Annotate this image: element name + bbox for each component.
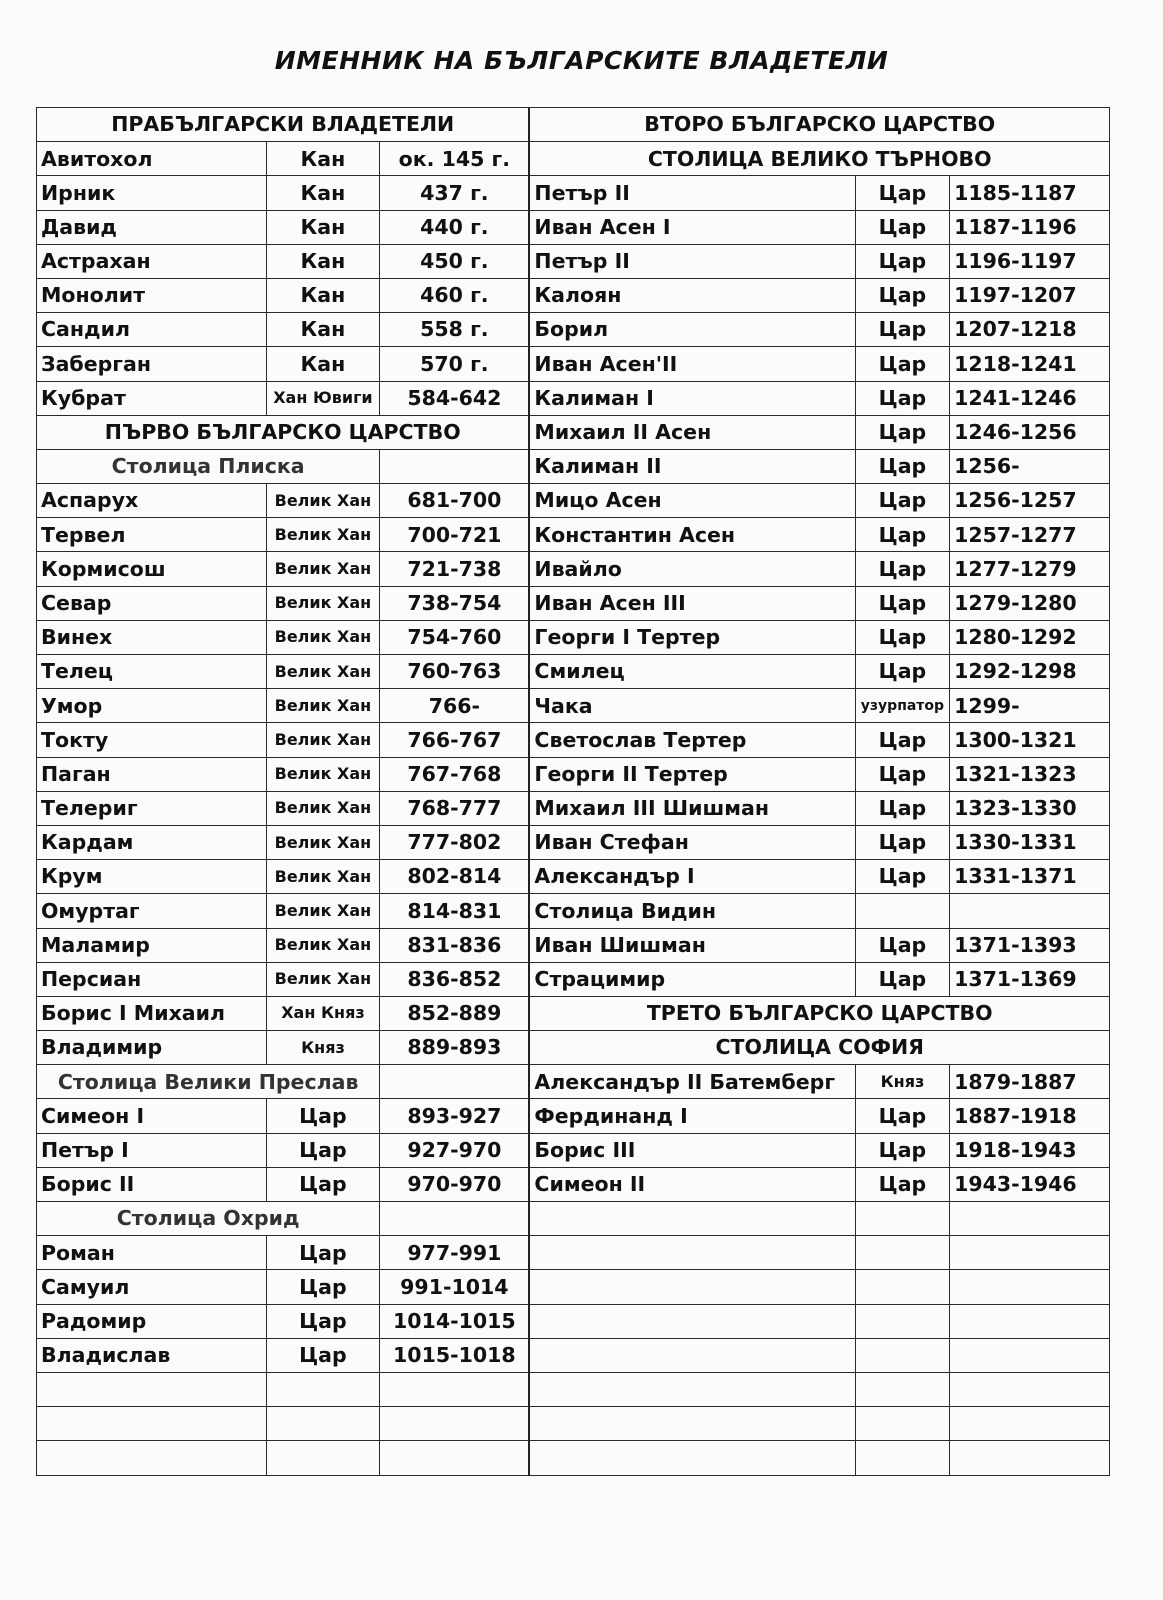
empty-cell bbox=[950, 1407, 1110, 1441]
ruler-title: Кан bbox=[266, 347, 380, 381]
ruler-title: Цар bbox=[855, 244, 949, 278]
empty-cell bbox=[950, 1270, 1110, 1304]
empty-cell bbox=[950, 1304, 1110, 1338]
ruler-years: 977-991 bbox=[380, 1236, 530, 1270]
ruler-years: 1277-1279 bbox=[950, 552, 1110, 586]
ruler-name: Астрахан bbox=[37, 244, 267, 278]
ruler-name: Калиман ІІ bbox=[529, 449, 855, 483]
table-row bbox=[37, 723, 1110, 757]
ruler-title: Цар bbox=[855, 381, 949, 415]
ruler-name: Фердинанд І bbox=[529, 1099, 855, 1133]
table-row bbox=[37, 1065, 1110, 1099]
ruler-name: Ирник bbox=[37, 176, 267, 210]
ruler-title: узурпатор bbox=[855, 689, 949, 723]
table-row bbox=[37, 1133, 1110, 1167]
ruler-years: 768-777 bbox=[380, 791, 530, 825]
ruler-title: Цар bbox=[855, 620, 949, 654]
ruler-name: Кубрат bbox=[37, 381, 267, 415]
ruler-title: Велик Хан bbox=[266, 825, 380, 859]
table-row bbox=[37, 1304, 1110, 1338]
proto-header: ПРАБЪЛГАРСКИ ВЛАДЕТЕЛИ bbox=[37, 108, 530, 142]
empty-cell bbox=[855, 1338, 949, 1372]
ruler-years: 700-721 bbox=[380, 518, 530, 552]
ruler-title: Цар bbox=[855, 757, 949, 791]
ruler-name: Иван Стефан bbox=[529, 825, 855, 859]
ruler-title: Велик Хан bbox=[266, 757, 380, 791]
ruler-title: Цар bbox=[855, 860, 949, 894]
empty-cell bbox=[380, 1407, 530, 1441]
ruler-years: 802-814 bbox=[380, 860, 530, 894]
ruler-name: Крум bbox=[37, 860, 267, 894]
empty-cell bbox=[529, 1304, 855, 1338]
ruler-years: 721-738 bbox=[380, 552, 530, 586]
ruler-years: 1256-1257 bbox=[950, 484, 1110, 518]
ruler-title: Велик Хан bbox=[266, 723, 380, 757]
ruler-years: 836-852 bbox=[380, 962, 530, 996]
table-row bbox=[37, 1338, 1110, 1372]
ruler-title: Велик Хан bbox=[266, 518, 380, 552]
ruler-years: 970-970 bbox=[380, 1167, 530, 1201]
ruler-title: Велик Хан bbox=[266, 620, 380, 654]
table-row bbox=[37, 347, 1110, 381]
preslav-header: Столица Велики Преслав bbox=[37, 1065, 380, 1099]
table-row bbox=[37, 449, 1110, 483]
table-row bbox=[37, 518, 1110, 552]
table-row bbox=[37, 415, 1110, 449]
empty-cell bbox=[950, 1372, 1110, 1406]
ruler-years: 852-889 bbox=[380, 996, 530, 1030]
ruler-name: Телец bbox=[37, 655, 267, 689]
empty-cell bbox=[529, 1338, 855, 1372]
ruler-name: Роман bbox=[37, 1236, 267, 1270]
ruler-years: ок. 145 г. bbox=[380, 142, 530, 176]
vidin-header: Столица Видин bbox=[529, 894, 855, 928]
second-kingdom-header: ВТОРО БЪЛГАРСКО ЦАРСТВО bbox=[529, 108, 1109, 142]
ruler-title: Велик Хан bbox=[266, 791, 380, 825]
ruler-years: 584-642 bbox=[380, 381, 530, 415]
ruler-name: Самуил bbox=[37, 1270, 267, 1304]
ruler-years: 1299- bbox=[950, 689, 1110, 723]
ruler-years: 1323-1330 bbox=[950, 791, 1110, 825]
ruler-years: 766- bbox=[380, 689, 530, 723]
empty-cell bbox=[37, 1441, 267, 1475]
ruler-years: 558 г. bbox=[380, 313, 530, 347]
ruler-name: Калоян bbox=[529, 278, 855, 312]
table-row bbox=[37, 791, 1110, 825]
ruler-name: Михаил ІІ Асен bbox=[529, 415, 855, 449]
table-row bbox=[37, 381, 1110, 415]
ruler-years: 570 г. bbox=[380, 347, 530, 381]
ruler-years: 1207-1218 bbox=[950, 313, 1110, 347]
table-row bbox=[37, 586, 1110, 620]
ruler-title: Цар bbox=[855, 825, 949, 859]
table-row bbox=[37, 313, 1110, 347]
ruler-title: Княз bbox=[855, 1065, 949, 1099]
table-row bbox=[37, 1031, 1110, 1065]
ruler-title: Велик Хан bbox=[266, 586, 380, 620]
table-row bbox=[37, 552, 1110, 586]
ruler-title: Цар bbox=[266, 1167, 380, 1201]
table-row bbox=[37, 108, 1110, 142]
ruler-years: 437 г. bbox=[380, 176, 530, 210]
ruler-title: Велик Хан bbox=[266, 655, 380, 689]
table-row bbox=[37, 142, 1110, 176]
ruler-title: Цар bbox=[855, 313, 949, 347]
ruler-name: Паган bbox=[37, 757, 267, 791]
table-row bbox=[37, 176, 1110, 210]
table-row bbox=[37, 210, 1110, 244]
table-row bbox=[37, 655, 1110, 689]
ruler-name: Борис ІІ bbox=[37, 1167, 267, 1201]
ruler-name: Чака bbox=[529, 689, 855, 723]
ruler-years: 754-760 bbox=[380, 620, 530, 654]
ruler-title: Велик Хан bbox=[266, 928, 380, 962]
ruler-years: 1371-1369 bbox=[950, 962, 1110, 996]
empty-cell bbox=[529, 1407, 855, 1441]
table-row bbox=[37, 620, 1110, 654]
ruler-years: 814-831 bbox=[380, 894, 530, 928]
ruler-title: Цар bbox=[855, 1099, 949, 1133]
ruler-title: Хан Ювиги bbox=[266, 381, 380, 415]
ruler-title: Цар bbox=[855, 791, 949, 825]
ruler-name: Симеон І bbox=[37, 1099, 267, 1133]
ruler-title: Цар bbox=[855, 655, 949, 689]
ruler-title: Цар bbox=[266, 1338, 380, 1372]
ruler-title: Цар bbox=[855, 552, 949, 586]
ruler-years: 1300-1321 bbox=[950, 723, 1110, 757]
ruler-title: Кан bbox=[266, 313, 380, 347]
first-kingdom-header: ПЪРВО БЪЛГАРСКО ЦАРСТВО bbox=[37, 415, 530, 449]
empty-cell bbox=[950, 1441, 1110, 1475]
empty-cell bbox=[529, 1441, 855, 1475]
ruler-name: Иван Шишман bbox=[529, 928, 855, 962]
ruler-years: 889-893 bbox=[380, 1031, 530, 1065]
ruler-title: Цар bbox=[855, 962, 949, 996]
empty-cell bbox=[529, 1236, 855, 1270]
ruler-title: Кан bbox=[266, 244, 380, 278]
page-title: ИМЕННИК НА БЪЛГАРСКИТЕ ВЛАДЕТЕЛИ bbox=[274, 46, 889, 75]
ruler-years: 1330-1331 bbox=[950, 825, 1110, 859]
empty-cell bbox=[37, 1407, 267, 1441]
empty-cell bbox=[855, 1236, 949, 1270]
table-row bbox=[37, 860, 1110, 894]
ruler-years: 1185-1187 bbox=[950, 176, 1110, 210]
ruler-name: Иван Асен І bbox=[529, 210, 855, 244]
empty-cell bbox=[529, 1202, 855, 1236]
ruler-years: 1943-1946 bbox=[950, 1167, 1110, 1201]
ruler-name: Авитохол bbox=[37, 142, 267, 176]
ruler-name: Александър І bbox=[529, 860, 855, 894]
ruler-name: Иван Асен ІІІ bbox=[529, 586, 855, 620]
ruler-name: Владислав bbox=[37, 1338, 267, 1372]
empty-cell bbox=[380, 449, 530, 483]
ruler-title: Цар bbox=[855, 586, 949, 620]
ruler-name: Смилец bbox=[529, 655, 855, 689]
ruler-title: Цар bbox=[855, 723, 949, 757]
ohrid-header: Столица Охрид bbox=[37, 1202, 380, 1236]
table-row bbox=[37, 689, 1110, 723]
ruler-years: 777-802 bbox=[380, 825, 530, 859]
ruler-name: Георги ІІ Тертер bbox=[529, 757, 855, 791]
ruler-years: 1196-1197 bbox=[950, 244, 1110, 278]
ruler-years: 1879-1887 bbox=[950, 1065, 1110, 1099]
ruler-title: Цар bbox=[855, 449, 949, 483]
table-row bbox=[37, 928, 1110, 962]
table-row bbox=[37, 484, 1110, 518]
ruler-name: Севар bbox=[37, 586, 267, 620]
empty-cell bbox=[950, 1202, 1110, 1236]
empty-cell bbox=[266, 1407, 380, 1441]
ruler-years: 1371-1393 bbox=[950, 928, 1110, 962]
ruler-name: Страцимир bbox=[529, 962, 855, 996]
ruler-name: Александър ІІ Батемберг bbox=[529, 1065, 855, 1099]
table-row bbox=[37, 1099, 1110, 1133]
empty-cell bbox=[529, 1270, 855, 1304]
table-row bbox=[37, 244, 1110, 278]
empty-cell bbox=[855, 1441, 949, 1475]
ruler-name: Давид bbox=[37, 210, 267, 244]
ruler-name: Монолит bbox=[37, 278, 267, 312]
ruler-name: Петър І bbox=[37, 1133, 267, 1167]
ruler-title: Кан bbox=[266, 210, 380, 244]
table-row bbox=[37, 757, 1110, 791]
ruler-title: Хан Княз bbox=[266, 996, 380, 1030]
ruler-years: 1321-1323 bbox=[950, 757, 1110, 791]
ruler-title: Цар bbox=[855, 278, 949, 312]
rulers-table bbox=[36, 107, 1110, 1476]
ruler-years: 738-754 bbox=[380, 586, 530, 620]
ruler-title: Цар bbox=[855, 210, 949, 244]
ruler-years: 831-836 bbox=[380, 928, 530, 962]
table-row bbox=[37, 278, 1110, 312]
table-row bbox=[37, 1407, 1110, 1441]
ruler-name: Калиман І bbox=[529, 381, 855, 415]
ruler-name: Омуртаг bbox=[37, 894, 267, 928]
ruler-title: Цар bbox=[855, 484, 949, 518]
ruler-years: 1014-1015 bbox=[380, 1304, 530, 1338]
ruler-name: Заберган bbox=[37, 347, 267, 381]
table-row bbox=[37, 1167, 1110, 1201]
ruler-name: Умор bbox=[37, 689, 267, 723]
ruler-years: 927-970 bbox=[380, 1133, 530, 1167]
ruler-title: Цар bbox=[855, 347, 949, 381]
tarnovo-header: СТОЛИЦА ВЕЛИКО ТЪРНОВО bbox=[529, 142, 1109, 176]
ruler-name: Телериг bbox=[37, 791, 267, 825]
ruler-name: Светослав Тертер bbox=[529, 723, 855, 757]
ruler-name: Борис ІІІ bbox=[529, 1133, 855, 1167]
ruler-title: Цар bbox=[855, 1133, 949, 1167]
empty-cell bbox=[380, 1065, 530, 1099]
table-row bbox=[37, 825, 1110, 859]
table-row bbox=[37, 1202, 1110, 1236]
ruler-title: Цар bbox=[266, 1133, 380, 1167]
ruler-years: 766-767 bbox=[380, 723, 530, 757]
ruler-name: Маламир bbox=[37, 928, 267, 962]
table-row bbox=[37, 962, 1110, 996]
ruler-name: Ивайло bbox=[529, 552, 855, 586]
ruler-years: 1292-1298 bbox=[950, 655, 1110, 689]
ruler-years: 1280-1292 bbox=[950, 620, 1110, 654]
table-row bbox=[37, 1441, 1110, 1475]
ruler-name: Константин Асен bbox=[529, 518, 855, 552]
ruler-name: Сандил bbox=[37, 313, 267, 347]
ruler-name: Владимир bbox=[37, 1031, 267, 1065]
ruler-name: Петър ІІ bbox=[529, 244, 855, 278]
ruler-years: 1015-1018 bbox=[380, 1338, 530, 1372]
ruler-title: Цар bbox=[266, 1099, 380, 1133]
ruler-years: 1218-1241 bbox=[950, 347, 1110, 381]
ruler-name: Борис І Михаил bbox=[37, 996, 267, 1030]
table-row bbox=[37, 996, 1110, 1030]
empty-cell bbox=[855, 1407, 949, 1441]
ruler-name: Кормисош bbox=[37, 552, 267, 586]
ruler-years: 767-768 bbox=[380, 757, 530, 791]
empty-cell bbox=[380, 1202, 530, 1236]
ruler-title: Велик Хан bbox=[266, 484, 380, 518]
ruler-years: 1256- bbox=[950, 449, 1110, 483]
table-row bbox=[37, 1372, 1110, 1406]
third-kingdom-header: ТРЕТО БЪЛГАРСКО ЦАРСТВО bbox=[529, 996, 1109, 1030]
ruler-name: Михаил ІІІ Шишман bbox=[529, 791, 855, 825]
ruler-title: Кан bbox=[266, 142, 380, 176]
ruler-years: 1331-1371 bbox=[950, 860, 1110, 894]
empty-cell bbox=[855, 1270, 949, 1304]
ruler-name: Иван Асен'ІІ bbox=[529, 347, 855, 381]
ruler-title: Кан bbox=[266, 176, 380, 210]
empty-cell bbox=[855, 1202, 949, 1236]
ruler-title: Цар bbox=[855, 1167, 949, 1201]
ruler-name: Симеон ІІ bbox=[529, 1167, 855, 1201]
empty-cell bbox=[380, 1441, 530, 1475]
ruler-years: 1918-1943 bbox=[950, 1133, 1110, 1167]
ruler-years: 760-763 bbox=[380, 655, 530, 689]
ruler-years: 460 г. bbox=[380, 278, 530, 312]
ruler-name: Тервел bbox=[37, 518, 267, 552]
ruler-name: Персиан bbox=[37, 962, 267, 996]
empty-cell bbox=[529, 1372, 855, 1406]
sofia-header: СТОЛИЦА СОФИЯ bbox=[529, 1031, 1109, 1065]
ruler-name: Аспарух bbox=[37, 484, 267, 518]
ruler-years: 991-1014 bbox=[380, 1270, 530, 1304]
ruler-title: Велик Хан bbox=[266, 962, 380, 996]
ruler-name: Токту bbox=[37, 723, 267, 757]
ruler-name: Мицо Асен bbox=[529, 484, 855, 518]
table-row bbox=[37, 894, 1110, 928]
ruler-title: Цар bbox=[855, 518, 949, 552]
ruler-years: 1246-1256 bbox=[950, 415, 1110, 449]
ruler-title: Велик Хан bbox=[266, 860, 380, 894]
table-row bbox=[37, 1236, 1110, 1270]
ruler-years: 1187-1196 bbox=[950, 210, 1110, 244]
table-row bbox=[37, 1270, 1110, 1304]
pliska-header: Столица Плиска bbox=[37, 449, 380, 483]
empty-cell bbox=[950, 1236, 1110, 1270]
ruler-title: Цар bbox=[855, 415, 949, 449]
ruler-name: Радомир bbox=[37, 1304, 267, 1338]
ruler-years: 1257-1277 bbox=[950, 518, 1110, 552]
empty-cell bbox=[855, 1372, 949, 1406]
empty-cell bbox=[950, 1338, 1110, 1372]
ruler-title: Цар bbox=[266, 1304, 380, 1338]
ruler-years: 450 г. bbox=[380, 244, 530, 278]
ruler-name: Петър ІІ bbox=[529, 176, 855, 210]
empty-cell bbox=[266, 1441, 380, 1475]
ruler-name: Борил bbox=[529, 313, 855, 347]
ruler-name: Кардам bbox=[37, 825, 267, 859]
ruler-name: Винех bbox=[37, 620, 267, 654]
ruler-years: 1241-1246 bbox=[950, 381, 1110, 415]
ruler-title: Кан bbox=[266, 278, 380, 312]
empty-cell bbox=[37, 1372, 267, 1406]
empty-cell bbox=[855, 894, 949, 928]
ruler-years: 893-927 bbox=[380, 1099, 530, 1133]
ruler-years: 1197-1207 bbox=[950, 278, 1110, 312]
empty-cell bbox=[266, 1372, 380, 1406]
empty-cell bbox=[950, 894, 1110, 928]
ruler-title: Княз bbox=[266, 1031, 380, 1065]
ruler-years: 440 г. bbox=[380, 210, 530, 244]
ruler-years: 1887-1918 bbox=[950, 1099, 1110, 1133]
ruler-title: Велик Хан bbox=[266, 894, 380, 928]
ruler-title: Велик Хан bbox=[266, 689, 380, 723]
empty-cell bbox=[380, 1372, 530, 1406]
ruler-title: Велик Хан bbox=[266, 552, 380, 586]
ruler-title: Цар bbox=[266, 1270, 380, 1304]
ruler-years: 681-700 bbox=[380, 484, 530, 518]
ruler-title: Цар bbox=[855, 176, 949, 210]
ruler-title: Цар bbox=[266, 1236, 380, 1270]
ruler-title: Цар bbox=[855, 928, 949, 962]
ruler-name: Георги І Тертер bbox=[529, 620, 855, 654]
empty-cell bbox=[855, 1304, 949, 1338]
ruler-years: 1279-1280 bbox=[950, 586, 1110, 620]
